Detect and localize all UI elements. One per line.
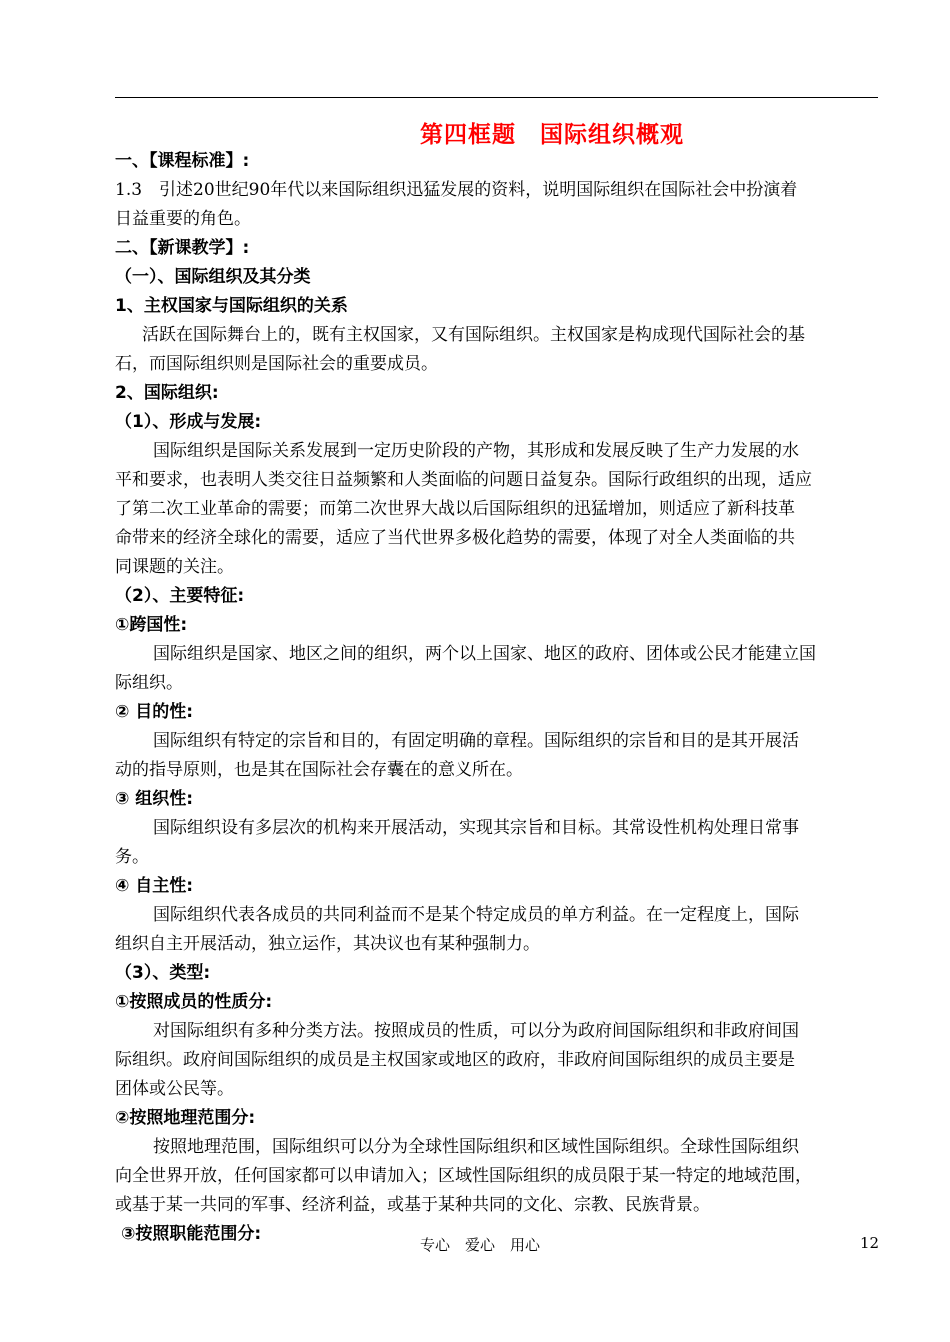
section-heading: 二、【新课教学】: (115, 238, 250, 258)
header-rule (115, 97, 878, 98)
paragraph-line: 了第二次工业革命的需要；而第二次世界大战以后国际组织的迅猛增加，则适应了新科技革 (115, 499, 795, 519)
section-heading: （1）、形成与发展: (115, 412, 262, 432)
section-heading: ①按照成员的性质分: (115, 992, 273, 1012)
paragraph-line: 国际组织设有多层次的机构来开展活动，实现其宗旨和目标。其常设性机构处理日常事 (153, 818, 799, 838)
section-heading: 2、国际组织: (115, 383, 219, 403)
paragraph-line: 组织自主开展活动，独立运作，其决议也有某种强制力。 (115, 934, 540, 954)
section-heading: ③ 组织性: (115, 789, 194, 809)
paragraph-line: 活跃在国际舞台上的，既有主权国家，又有国际组织。主权国家是构成现代国际社会的基 (142, 325, 805, 345)
paragraph-line: 际组织。 (115, 673, 183, 693)
section-heading: ③按照职能范围分: (121, 1224, 262, 1244)
section-heading: ② 目的性: (115, 702, 194, 722)
paragraph-line: 向全世界开放，任何国家都可以申请加入；区域性国际组织的成员限于某一特定的地域范围， (115, 1166, 812, 1186)
document-body (115, 147, 878, 1249)
paragraph-line: 命带来的经济全球化的需要，适应了当代世界多极化趋势的需要，体现了对全人类面临的共 (115, 528, 795, 548)
paragraph-line: 际组织。政府间国际组织的成员是主权国家或地区的政府，非政府间国际组织的成员主要是 (115, 1050, 795, 1070)
paragraph-line: 或基于某一共同的军事、经济利益，或基于某种共同的文化、宗教、民族背景。 (115, 1195, 710, 1215)
section-heading: （2）、主要特征: (115, 586, 245, 606)
paragraph-line: 平和要求，也表明人类交往日益频繁和人类面临的问题日益复杂。国际行政组织的出现，适应 (115, 470, 812, 490)
section-heading: ②按照地理范围分: (115, 1108, 256, 1128)
footer-text: 专心 爱心 用心 (420, 1236, 541, 1254)
paragraph-line: 按照地理范围，国际组织可以分为全球性国际组织和区域性国际组织。全球性国际组织 (153, 1137, 799, 1157)
paragraph-line: 国际组织代表各成员的共同利益而不是某个特定成员的单方利益。在一定程度上，国际 (153, 905, 799, 925)
paragraph-line: 国际组织是国家、地区之间的组织，两个以上国家、地区的政府、团体或公民才能建立国 (153, 644, 816, 664)
page-title: 第四框题 国际组织概观 (420, 122, 684, 148)
paragraph-line: 国际组织有特定的宗旨和目的，有固定明确的章程。国际组织的宗旨和目的是其开展活 (153, 731, 799, 751)
section-heading: ①跨国性: (115, 615, 188, 635)
paragraph-line: 石，而国际组织则是国际社会的重要成员。 (115, 354, 438, 374)
paragraph-line: 同课题的关注。 (115, 557, 234, 577)
section-heading: 一、【课程标准】: (115, 151, 250, 171)
section-heading: （一）、国际组织及其分类 (115, 267, 311, 287)
page-number: 12 (860, 1234, 880, 1252)
paragraph-line: 1.3 引述20世纪90年代以来国际组织迅猛发展的资料，说明国际组织在国际社会中扮演着 (115, 180, 798, 200)
paragraph-line: 务。 (115, 847, 149, 867)
section-heading: （3）、类型: (115, 963, 211, 983)
paragraph-line: 团体或公民等。 (115, 1079, 234, 1099)
section-heading: 1、主权国家与国际组织的关系 (115, 296, 348, 316)
section-heading: ④ 自主性: (115, 876, 194, 896)
paragraph-line: 日益重要的角色。 (115, 209, 251, 229)
paragraph-line: 动的指导原则，也是其在国际社会存囊在的意义所在。 (115, 760, 523, 780)
paragraph-line: 国际组织是国际关系发展到一定历史阶段的产物，其形成和发展反映了生产力发展的水 (153, 441, 799, 461)
paragraph-line: 对国际组织有多种分类方法。按照成员的性质，可以分为政府间国际组织和非政府间国 (153, 1021, 799, 1041)
